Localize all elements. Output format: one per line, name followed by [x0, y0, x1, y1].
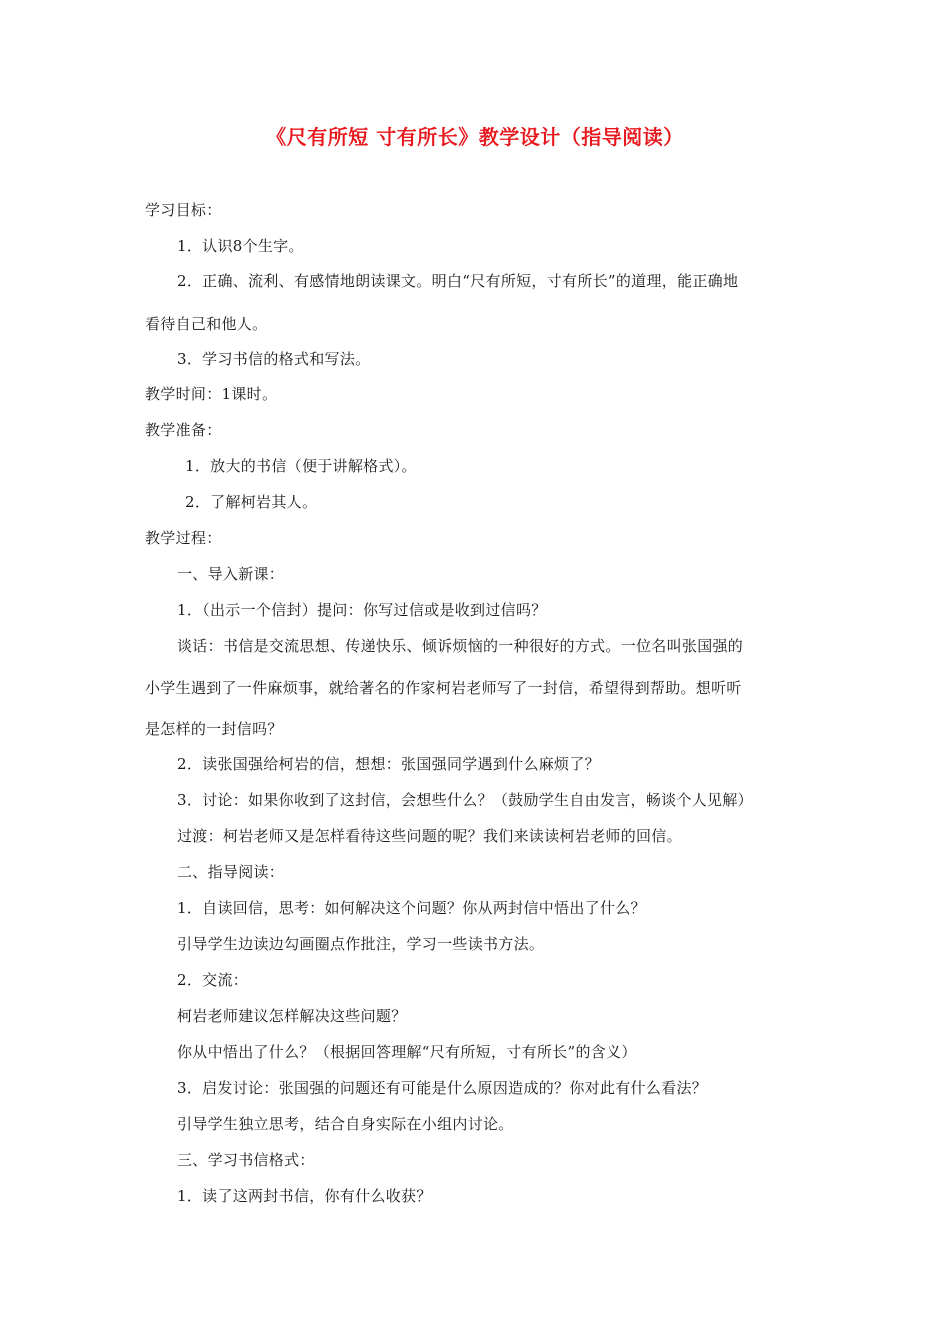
paragraph-line: 看待自己和他人。	[145, 315, 268, 333]
paragraph-line: 谈话：书信是交流思想、传递快乐、倾诉烦恼的一种很好的方式。一位名叫张国强的	[177, 637, 744, 655]
subsection-heading: 三、学习书信格式：	[177, 1151, 315, 1169]
paragraph-line: 2．正确、流利、有感情地朗读课文。明白“尺有所短，寸有所长”的道理，能正确地	[177, 272, 739, 290]
paragraph-line: 引导学生边读边勾画圈点作批注，学习一些读书方法。	[177, 935, 545, 953]
paragraph-line: 1．自读回信，思考：如何解决这个问题？你从两封信中悟出了什么？	[177, 899, 646, 917]
paragraph-line: 1．（出示一个信封）提问：你写过信或是收到过信吗？	[177, 601, 547, 619]
paragraph-line: 2．读张国强给柯岩的信，想想：张国强同学遇到什么麻烦了？	[177, 755, 600, 773]
paragraph-line: 柯岩老师建议怎样解决这些问题？	[177, 1007, 407, 1025]
document-title: 《尺有所短 寸有所长》教学设计（指导阅读）	[266, 125, 684, 149]
paragraph-line: 3．学习书信的格式和写法。	[177, 350, 371, 368]
paragraph-line: 是怎样的一封信吗？	[145, 720, 283, 738]
paragraph-line: 2．了解柯岩其人。	[185, 493, 318, 511]
paragraph-line: 小学生遇到了一件麻烦事，就给著名的作家柯岩老师写了一封信，希望得到帮助。想听听	[145, 679, 742, 697]
section-heading-time: 教学时间：1课时。	[145, 385, 278, 403]
paragraph-line: 3．讨论：如果你收到了这封信，会想些什么？（鼓励学生自由发言，畅谈个人见解）	[177, 791, 753, 809]
paragraph-line: 2．交流：	[177, 971, 249, 989]
paragraph-line: 过渡：柯岩老师又是怎样看待这些问题的呢？我们来读读柯岩老师的回信。	[177, 827, 682, 845]
paragraph-line: 1．认识8个生字。	[177, 237, 304, 255]
paragraph-line: 引导学生独立思考，结合自身实际在小组内讨论。	[177, 1115, 514, 1133]
paragraph-line: 1．放大的书信（便于讲解格式）。	[185, 457, 417, 475]
paragraph-line: 3．启发讨论：张国强的问题还有可能是什么原因造成的？你对此有什么看法？	[177, 1079, 708, 1097]
section-heading-goals: 学习目标：	[145, 201, 222, 219]
subsection-heading: 二、指导阅读：	[177, 863, 285, 881]
paragraph-line: 1．读了这两封书信，你有什么收获？	[177, 1187, 432, 1205]
paragraph-line: 你从中悟出了什么？（根据回答理解“尺有所短，寸有所长”的含义）	[177, 1043, 637, 1061]
subsection-heading: 一、导入新课：	[177, 565, 285, 583]
section-heading-process: 教学过程：	[145, 529, 222, 547]
section-heading-prep: 教学准备：	[145, 421, 222, 439]
